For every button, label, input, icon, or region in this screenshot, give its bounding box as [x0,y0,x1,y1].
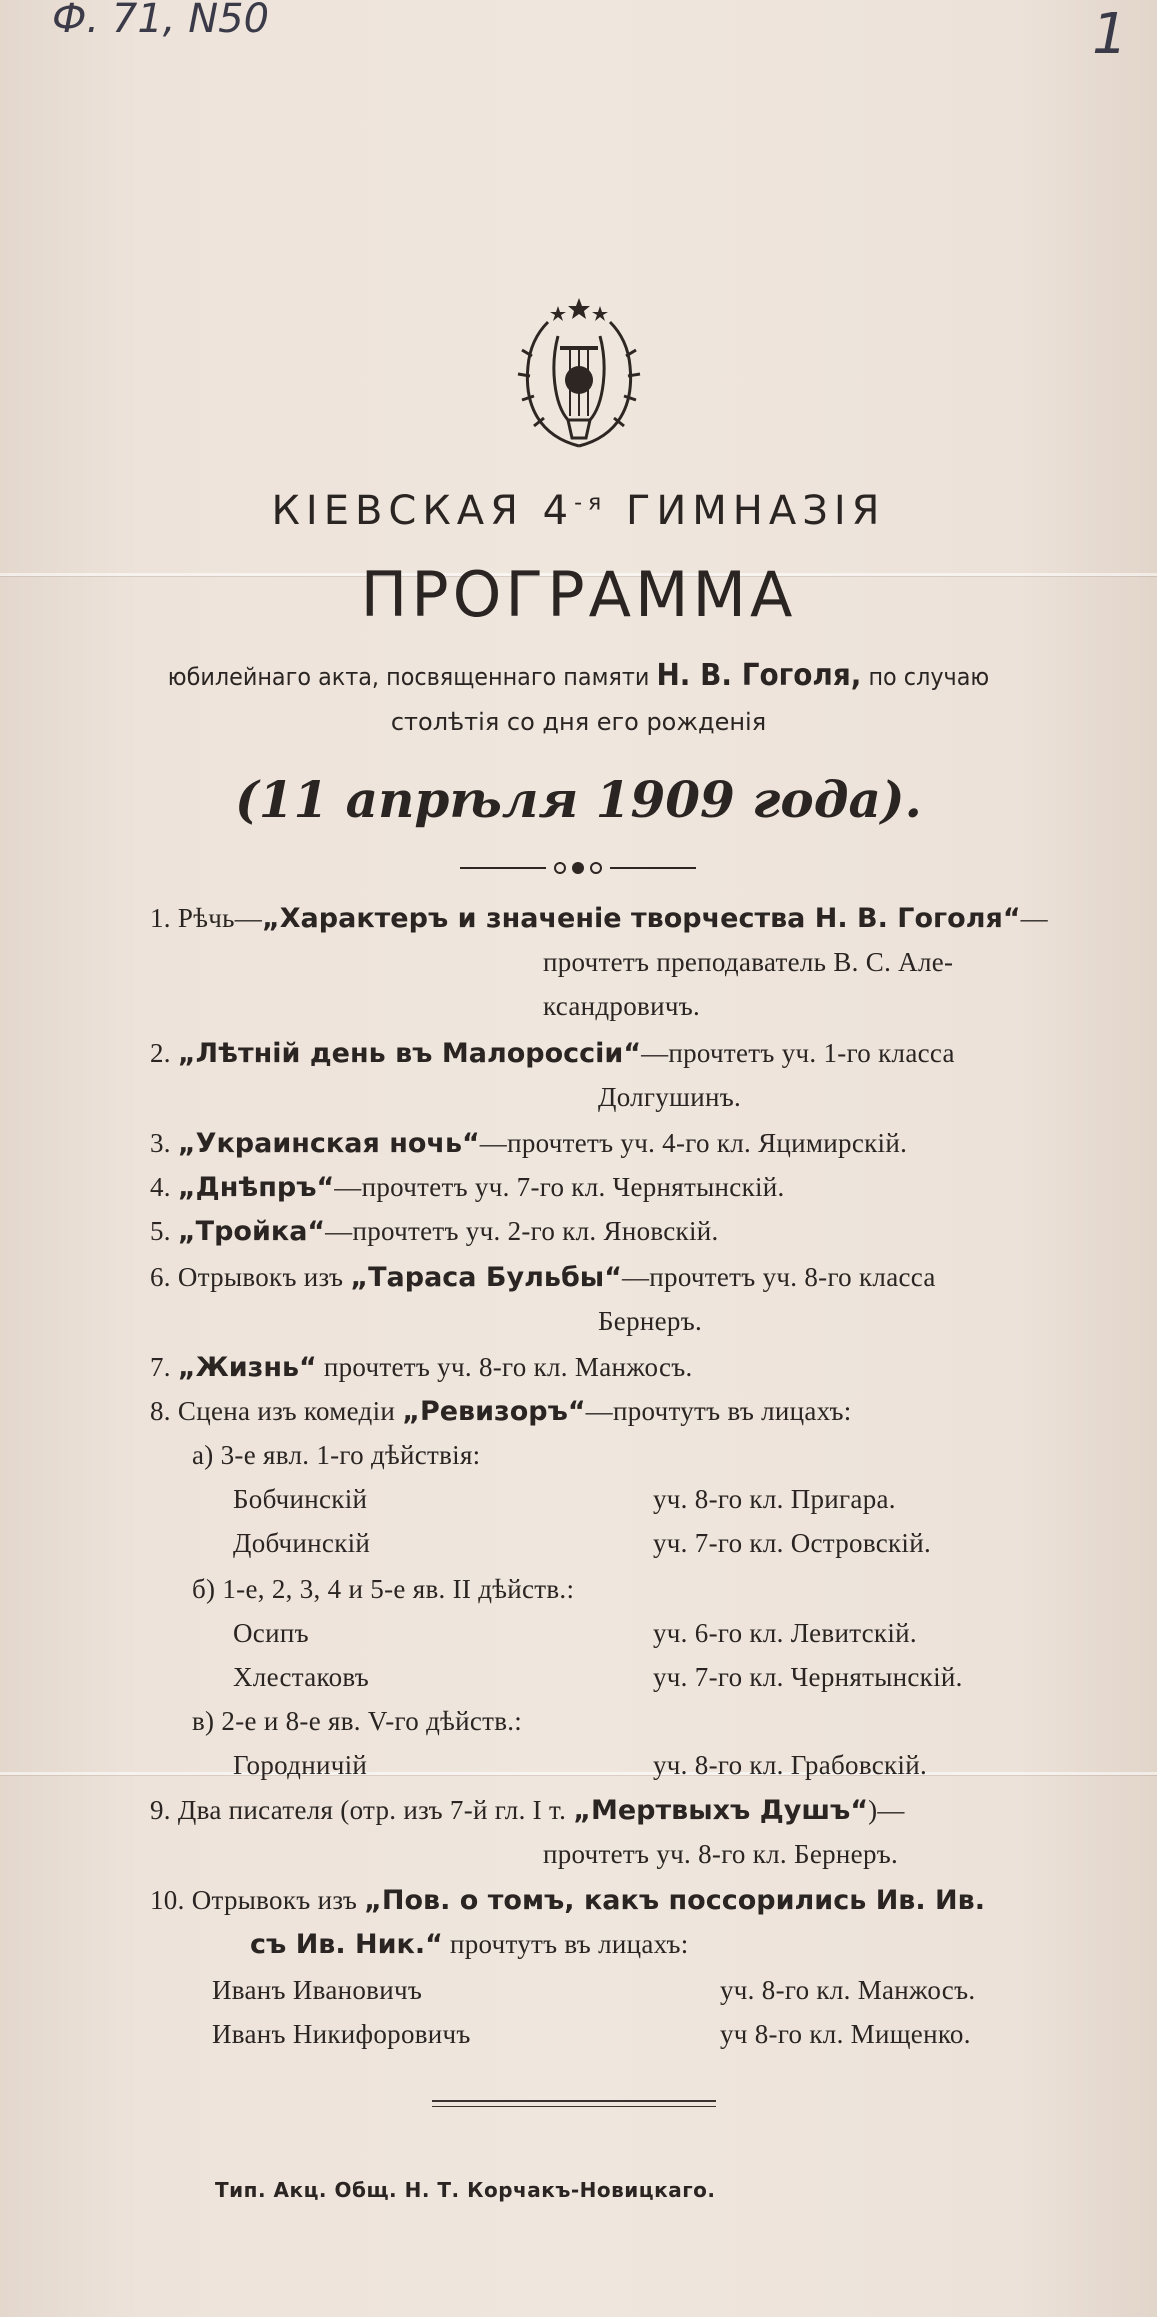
role-name: Хлестаковъ [233,1662,370,1692]
role-name: Иванъ Ивановичъ [212,1975,423,2005]
role-actor: уч 8-го кл. Мищенко. [720,2019,971,2049]
program-item-2-cont: Долгушинъ. [598,1082,742,1112]
role-name: Иванъ Никифоровичъ [212,2019,471,2049]
program-item-3: 3. „Украинская ночь“—прочтетъ уч. 4-го кл. Яцимирскій. [150,1128,908,1159]
lyre-emblem-icon [510,296,648,456]
closing-rule [432,2100,716,2102]
subtitle-line-2: столѣтія со дня его рожденія [390,708,767,736]
program-item-6: 6. Отрывокъ изъ „Тараса Бульбы“—прочтетъ уч. 8-го класса [150,1262,936,1293]
program-item-7: 7. „Жизнь“ прочтетъ уч. 8-го кл. Манжосъ. [150,1352,693,1383]
role-name: Городничій [233,1750,368,1780]
program-item-1-cont: ксандровичъ. [543,991,701,1021]
ornament-divider-icon [460,860,696,876]
program-item-2: 2. „Лѣтній день въ Малороссіи“—прочтетъ уч. 1-го класса [150,1038,955,1069]
scene-a-heading: а) 3-е явл. 1-го дѣйствія: [192,1440,481,1470]
document-title: ПРОГРАММА [360,558,797,631]
closing-rule [432,2106,716,2107]
role-name: Бобчинскій [233,1484,368,1514]
role-name: Осипъ [233,1618,309,1648]
program-item-10-cont: съ Ив. Ник.“ прочтутъ въ лицахъ: [250,1929,689,1960]
archive-mark: Ф. 71, N50 [52,0,270,42]
fold-line [0,1772,1157,1775]
program-item-8: 8. Сцена изъ комедіи „Ревизоръ“—прочтутъ въ лицахъ: [150,1396,852,1427]
program-item-6-cont: Бернеръ. [598,1306,703,1336]
role-name: Добчинскій [233,1528,371,1558]
role-actor: уч. 7-го кл. Чернятынскій. [653,1662,963,1692]
role-actor: уч. 8-го кл. Пригара. [653,1484,896,1514]
program-item-10: 10. Отрывокъ изъ „Пов. о томъ, какъ поссорились Ив. Ив. [150,1885,985,1916]
program-item-9: 9. Два писателя (отр. изъ 7-й гл. I т. „Мертвыхъ Душъ“)— [150,1795,905,1826]
program-item-1: 1. Рѣчь—„Характеръ и значеніе творчества Н. В. Гоголя“— [150,903,1048,934]
page-number: 1 [1092,2,1128,67]
program-item-1-cont: прочтетъ преподаватель В. С. Але- [543,947,954,977]
program-item-5: 5. „Тройка“—прочтетъ уч. 2-го кл. Яновскій. [150,1216,719,1247]
program-item-9-cont: прочтетъ уч. 8-го кл. Бернеръ. [543,1839,899,1869]
role-actor: уч. 8-го кл. Манжосъ. [720,1975,976,2005]
scene-b-heading: б) 1-е, 2, 3, 4 и 5-е яв. II дѣйств.: [192,1574,575,1604]
role-actor: уч. 6-го кл. Левитскій. [653,1618,917,1648]
role-actor: уч. 8-го кл. Грабовскій. [653,1750,928,1780]
printer-imprint: Тип. Акц. Общ. Н. Т. Корчакъ-Новицкаго. [215,2178,716,2202]
school-name: КІЕВСКАЯ $4^{-я}$ ГИМНАЗІЯ [271,488,886,534]
event-date: (11 апрѣля 1909 года). [235,770,922,829]
role-actor: уч. 7-го кл. Островскій. [653,1528,932,1558]
subtitle-line-1: юбилейнаго акта, посвященнаго памяти Н. В. Гоголя, по случаю [167,658,990,693]
scene-c-heading: в) 2-е и 8-е яв. V-го дѣйств.: [192,1706,523,1736]
program-item-4: 4. „Днѣпръ“—прочтетъ уч. 7-го кл. Чернятынскій. [150,1172,785,1203]
